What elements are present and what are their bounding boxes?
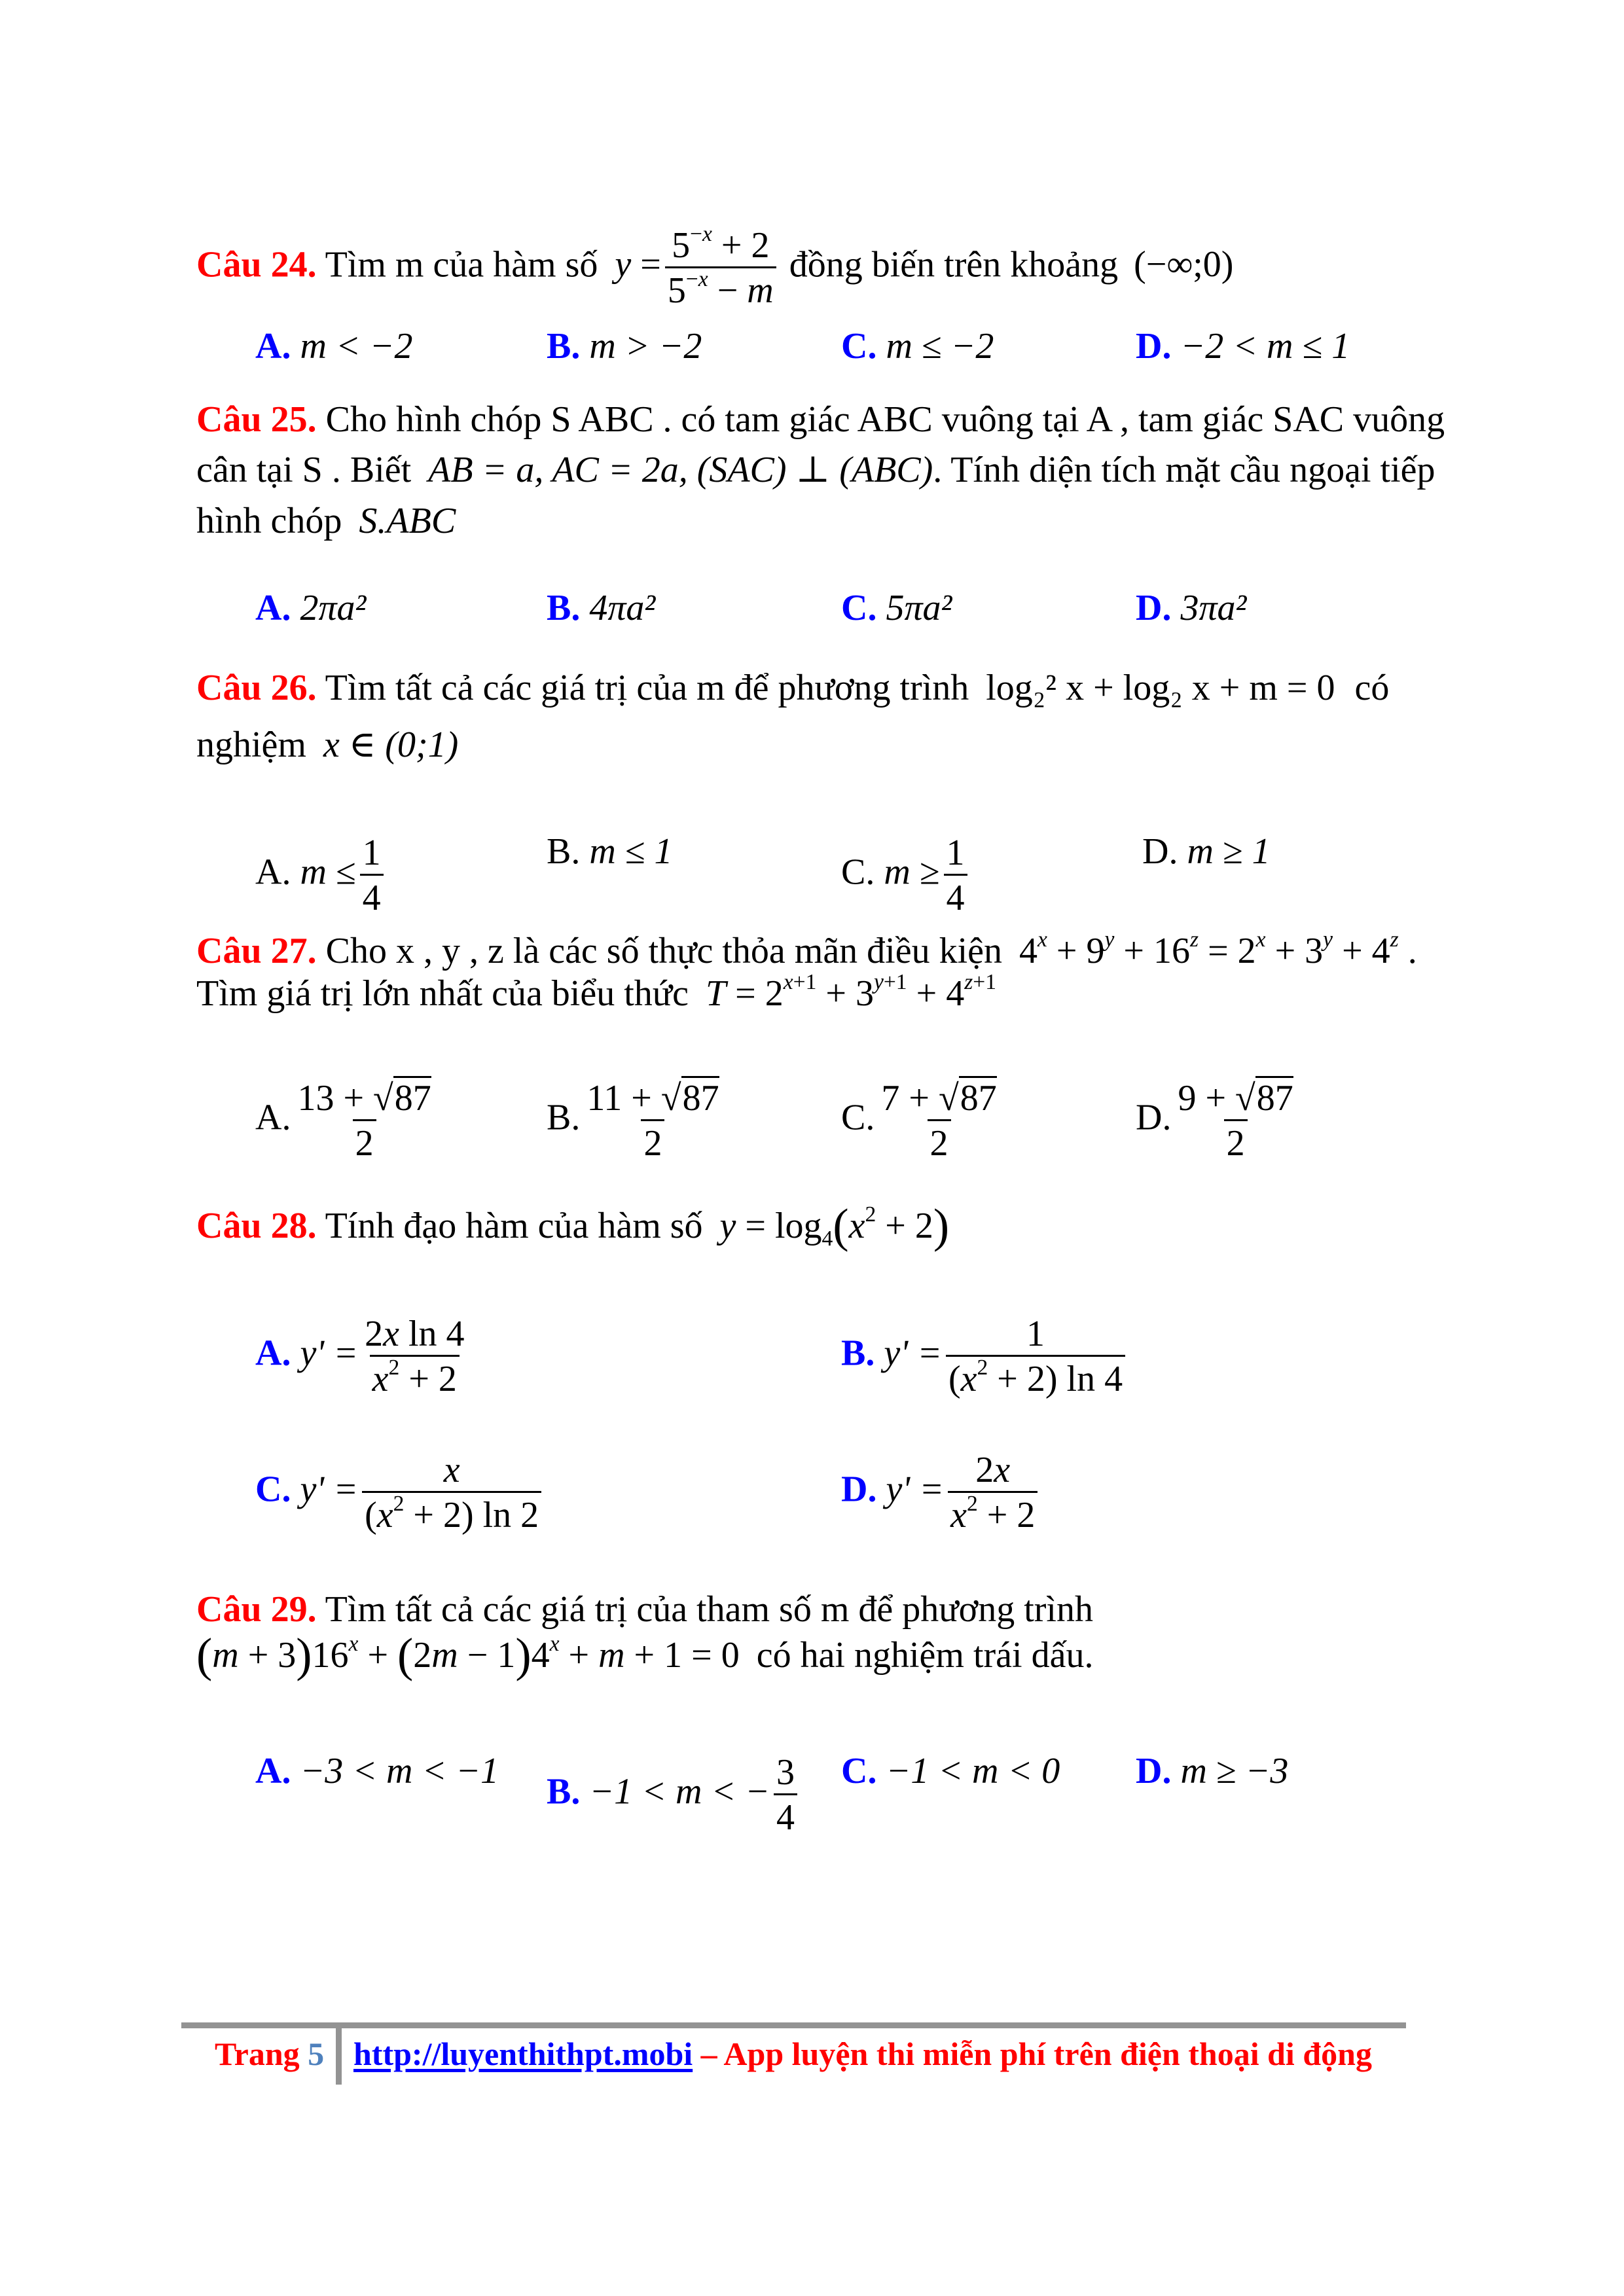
q27-option-d[interactable] <box>1136 1079 1300 1163</box>
denominator: 2 <box>1224 1119 1248 1163</box>
numerator: 13 + √87 <box>295 1079 433 1119</box>
footer-rule <box>181 2022 1406 2028</box>
numerator: 7 + √87 <box>878 1079 999 1119</box>
fraction <box>295 1079 433 1163</box>
question-text: đồng biến trên khoảng <box>789 244 1119 285</box>
q27-option-a[interactable] <box>255 1079 438 1163</box>
question-text: Tìm tất cả các giá trị của tham số m để phương trình <box>325 1589 1093 1630</box>
q28-option-a[interactable] <box>255 1314 471 1399</box>
formula: y = <box>615 244 661 285</box>
q26-option-b[interactable] <box>547 833 673 870</box>
number: 13 <box>297 1078 334 1119</box>
q24-option-b[interactable] <box>547 328 702 365</box>
option-value: m ≤ <box>300 852 356 893</box>
numerator: 1 <box>1026 1314 1045 1354</box>
q24-option-a[interactable] <box>255 328 412 365</box>
option-label: A. <box>255 326 291 367</box>
q29-line2 <box>196 1628 1094 1681</box>
option-label: C. <box>841 1097 875 1138</box>
option-label: A. <box>255 852 291 893</box>
q24-option-c[interactable] <box>841 328 994 365</box>
formula: $(m + 3)16^x + (2m - 1)4^x + m + 1 = 0$ <box>196 1628 740 1681</box>
q26-line1 <box>196 670 1389 706</box>
numerator: 3 <box>776 1752 795 1793</box>
radicand: 87 <box>1255 1076 1293 1119</box>
number: 9 <box>1178 1078 1197 1119</box>
option-value: y' = <box>300 1469 359 1510</box>
question-text: cân tại S . Biết <box>196 450 412 490</box>
formula: $T = 2^{x+1} + 3^{y+1} + 4^{z+1}$ <box>705 969 997 1014</box>
fraction <box>362 1314 467 1399</box>
formula: $4^x + 9^y + 16^z = 2^x + 3^y + 4^z$ . <box>1019 927 1417 971</box>
question-text: Tìm m của hàm số <box>325 244 598 285</box>
footer-divider <box>336 2028 342 2085</box>
radicand: 87 <box>393 1076 431 1119</box>
formula: AB = a, AC = 2a, (SAC) ⊥ (ABC) <box>428 450 933 490</box>
question-text: có <box>1354 668 1390 708</box>
q28-line1 <box>196 1198 950 1252</box>
site-link[interactable]: http://luyenthithpt.mobi <box>353 2036 693 2072</box>
formula: x ∈ (0;1) <box>323 725 459 765</box>
option-label: B. <box>841 1333 875 1374</box>
q27-option-b[interactable] <box>547 1079 726 1163</box>
option-label: C. <box>841 326 877 367</box>
option-value: −2 < m ≤ 1 <box>1180 326 1350 367</box>
fraction <box>774 1753 797 1837</box>
radicand: 87 <box>959 1076 997 1119</box>
option-value: 5πa² <box>886 588 952 628</box>
fraction <box>944 833 967 918</box>
q24-option-d[interactable] <box>1136 328 1350 365</box>
q29-option-b[interactable] <box>547 1753 801 1837</box>
denominator: 2 <box>928 1119 951 1163</box>
denominator: 2 <box>353 1119 376 1163</box>
denominator: $x^2 + 2$ <box>948 1491 1038 1535</box>
option-label: D. <box>1136 1751 1172 1791</box>
q29-option-d[interactable] <box>1136 1753 1288 1789</box>
q26-option-a[interactable] <box>255 833 388 918</box>
fraction <box>946 1314 1125 1399</box>
q29-line1 <box>196 1591 1093 1628</box>
question-label: Câu 27. <box>196 931 317 971</box>
denominator: $(x^2 + 2)$ ln 2 <box>362 1491 541 1535</box>
interval: (−∞;0) <box>1134 244 1234 285</box>
option-value: 2πa² <box>300 588 367 628</box>
fraction <box>878 1079 999 1163</box>
q29-option-a[interactable] <box>255 1753 499 1789</box>
option-value: m ≤ 1 <box>589 831 673 872</box>
footer-caption <box>353 2037 1372 2070</box>
denominator: $(x^2 + 2)$ ln 4 <box>946 1355 1125 1399</box>
question-text: . Tính diện tích mặt cầu ngoại tiếp <box>933 450 1435 490</box>
option-label: D. <box>1136 588 1172 628</box>
option-value: m ≥ −3 <box>1180 1751 1289 1791</box>
numerator: 2x <box>975 1450 1011 1490</box>
question-text: có hai nghiệm trái dấu. <box>756 1635 1094 1676</box>
page-number <box>215 2037 324 2070</box>
numerator: 1 <box>946 833 965 873</box>
option-value: 4πa² <box>589 588 656 628</box>
numerator: x <box>443 1450 460 1490</box>
q25-option-a[interactable] <box>255 590 366 626</box>
denominator: 4 <box>774 1793 797 1837</box>
question-text: Cho x , y , z là các số thực thỏa mãn điều kiện <box>325 931 1002 971</box>
question-text: nghiệm <box>196 725 306 765</box>
page-label: Trang <box>215 2036 300 2072</box>
option-value: −3 < m < −1 <box>300 1751 499 1791</box>
question-text: hình chóp <box>196 501 342 541</box>
option-value: m ≥ 1 <box>1187 831 1271 872</box>
numerator: 2x ln 4 <box>365 1314 465 1354</box>
option-label: D. <box>841 1469 877 1510</box>
option-label: D. <box>1136 1097 1172 1138</box>
numerator: 9 + √87 <box>1175 1079 1295 1119</box>
option-value: −1 < m < − <box>589 1771 770 1812</box>
option-label: B. <box>547 588 581 628</box>
page-number-value: 5 <box>308 2036 325 2072</box>
q26-option-c[interactable] <box>841 833 971 918</box>
tagline: – App luyện thi miễn phí trên điện thoại di động <box>700 2036 1372 2072</box>
q26-line2 <box>196 726 458 763</box>
option-label: C. <box>841 588 877 628</box>
question-label: Câu 26. <box>196 668 317 708</box>
radicand: 87 <box>681 1076 719 1119</box>
question-text: Cho hình chóp S ABC . có tam giác ABC vuông tại A , tam giác SAC vuông <box>325 399 1445 440</box>
q29-option-c[interactable] <box>841 1753 1060 1789</box>
q25-line2 <box>196 452 1435 488</box>
question-text: Tìm giá trị lớn nhất của biểu thức <box>196 973 689 1014</box>
q28-option-d[interactable] <box>841 1450 1041 1535</box>
option-value: m < −2 <box>300 326 413 367</box>
q27-option-c[interactable] <box>841 1079 1003 1163</box>
option-label: B. <box>547 1097 581 1138</box>
option-label: B. <box>547 831 581 872</box>
option-label: A. <box>255 588 291 628</box>
q24-line1 <box>196 221 1234 311</box>
formula: $y = \log_4(x^2 + 2)$ <box>719 1198 950 1252</box>
option-label: C. <box>841 1751 877 1791</box>
q25-option-d[interactable] <box>1136 590 1246 626</box>
q25-line3 <box>196 503 456 539</box>
denominator: $5^{-x} - m$ <box>665 266 776 310</box>
numerator: 11 + √87 <box>584 1079 721 1119</box>
option-value: y' = <box>300 1333 359 1374</box>
question-label: Câu 25. <box>196 399 317 440</box>
option-value: 3πa² <box>1180 588 1247 628</box>
denominator: $x^2 + 2$ <box>370 1355 460 1399</box>
option-label: A. <box>255 1751 291 1791</box>
option-value: m > −2 <box>589 326 702 367</box>
fraction <box>1175 1079 1295 1163</box>
fraction <box>362 1450 541 1535</box>
fraction <box>665 221 776 311</box>
formula: S.ABC <box>359 501 456 541</box>
fraction <box>948 1450 1038 1535</box>
denominator: 4 <box>360 874 384 918</box>
question-label: Câu 24. <box>196 244 317 285</box>
number: 11 <box>586 1078 623 1119</box>
option-value: m ≤ −2 <box>886 326 994 367</box>
option-label: D. <box>1142 831 1178 872</box>
option-value: y' = <box>884 1333 942 1374</box>
question-label: Câu 28. <box>196 1206 317 1246</box>
option-label: D. <box>1136 326 1172 367</box>
option-value: y' = <box>886 1469 945 1510</box>
question-text: Tính đạo hàm của hàm số <box>325 1206 703 1246</box>
fraction <box>360 833 384 918</box>
option-value: m ≥ <box>884 852 940 893</box>
q25-option-b[interactable] <box>547 590 655 626</box>
q26-option-d[interactable] <box>1142 833 1271 870</box>
option-label: B. <box>547 1771 581 1812</box>
q27-line1 <box>196 927 1417 971</box>
option-label: A. <box>255 1333 291 1374</box>
numerator: 1 <box>362 833 381 873</box>
option-label: B. <box>547 326 581 367</box>
q25-line1 <box>196 401 1445 438</box>
fraction <box>584 1079 721 1163</box>
formula: log₂² x + log₂ x + m = 0 <box>986 668 1335 708</box>
option-label: C. <box>841 852 875 893</box>
q25-option-c[interactable] <box>841 590 952 626</box>
numerator: $5^{-x} + 2$ <box>672 221 770 266</box>
question-label: Câu 29. <box>196 1589 317 1630</box>
denominator: 2 <box>641 1119 664 1163</box>
q28-option-b[interactable] <box>841 1314 1129 1399</box>
option-value: −1 < m < 0 <box>886 1751 1060 1791</box>
option-label: C. <box>255 1469 291 1510</box>
q28-option-c[interactable] <box>255 1450 545 1535</box>
q27-line2 <box>196 969 997 1014</box>
question-text: Tìm tất cả các giá trị của m để phương trình <box>325 668 969 708</box>
number: 7 <box>881 1078 900 1119</box>
option-label: A. <box>255 1097 291 1138</box>
denominator: 4 <box>944 874 967 918</box>
